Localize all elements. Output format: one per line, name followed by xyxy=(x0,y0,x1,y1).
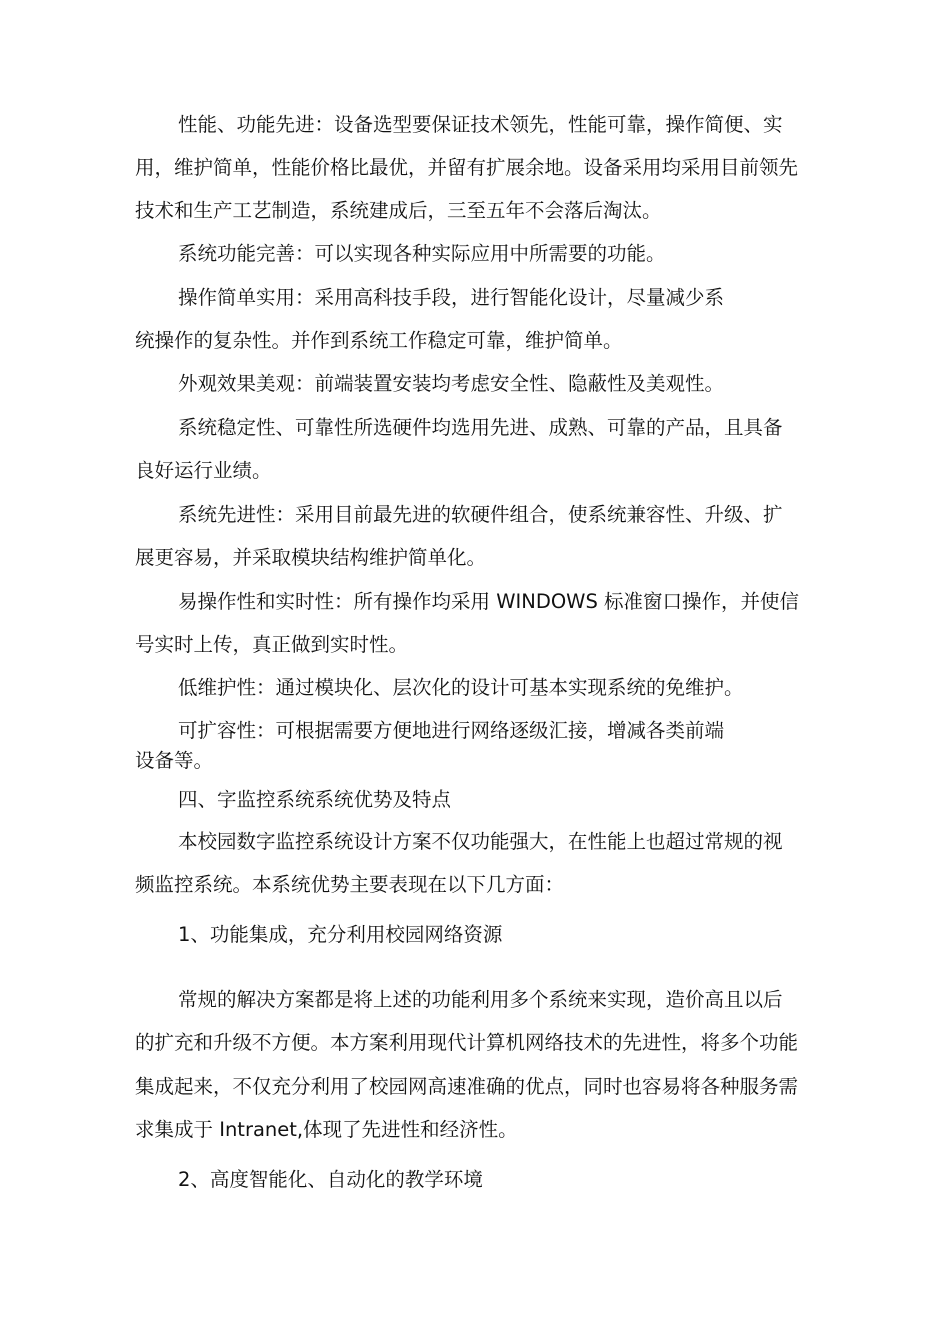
paragraph-line: 用，维护简单，性能价格比最优，并留有扩展余地。设备采用均采用目前领先 xyxy=(135,156,799,179)
paragraph-line: 常规的解决方案都是将上述的功能利用多个系统来实现，造价高且以后 xyxy=(178,988,783,1011)
paragraph-line: 号实时上传，真正做到实时性。 xyxy=(135,633,409,656)
paragraph-line: 展更容易，并采取模块结构维护简单化。 xyxy=(135,546,487,569)
paragraph-line: 低维护性：通过模块化、层次化的设计可基本实现系统的免维护。 xyxy=(178,676,744,699)
paragraph-line: 性能、功能先进：设备选型要保证技术领先，性能可靠，操作简便、实 xyxy=(178,113,783,136)
paragraph-line: 集成起来，不仅充分利用了校园网高速准确的优点，同时也容易将各种服务需 xyxy=(135,1075,799,1098)
paragraph-line: 系统先进性：采用目前最先进的软硬件组合，使系统兼容性、升级、扩 xyxy=(178,503,783,526)
paragraph-line: 频监控系统。本系统优势主要表现在以下几方面： xyxy=(135,873,565,896)
paragraph-line: 操作简单实用：采用高科技手段，进行智能化设计，尽量减少系 xyxy=(178,286,725,309)
paragraph-line: 易操作性和实时性：所有操作均采用 WINDOWS 标准窗口操作，并使信 xyxy=(178,590,800,613)
paragraph-line: 求集成于 Intranet,体现了先进性和经济性。 xyxy=(135,1118,518,1141)
paragraph-line: 系统功能完善：可以实现各种实际应用中所需要的功能。 xyxy=(178,242,666,265)
paragraph-line: 统操作的复杂性。并作到系统工作稳定可靠，维护简单。 xyxy=(135,329,623,352)
paragraph-line: 可扩容性：可根据需要方便地进行网络逐级汇接，增减各类前端 xyxy=(178,719,725,742)
subsection-heading: 1、功能集成，充分利用校园网络资源 xyxy=(178,923,503,946)
subsection-heading: 2、高度智能化、自动化的教学环境 xyxy=(178,1168,483,1191)
paragraph-line: 外观效果美观：前端装置安装均考虑安全性、隐蔽性及美观性。 xyxy=(178,372,725,395)
paragraph-line: 系统稳定性、可靠性所选硬件均选用先进、成熟、可靠的产品，且具备 xyxy=(178,416,783,439)
paragraph-line: 设备等。 xyxy=(135,749,214,772)
section-heading: 四、字监控系统系统优势及特点 xyxy=(178,788,452,811)
paragraph-line: 良好运行业绩。 xyxy=(135,459,272,482)
paragraph-line: 技术和生产工艺制造，系统建成后，三至五年不会落后淘汰。 xyxy=(135,199,662,222)
paragraph-line: 的扩充和升级不方便。本方案利用现代计算机网络技术的先进性，将多个功能 xyxy=(135,1031,799,1054)
paragraph-line: 本校园数字监控系统设计方案不仅功能强大，在性能上也超过常规的视 xyxy=(178,830,783,853)
